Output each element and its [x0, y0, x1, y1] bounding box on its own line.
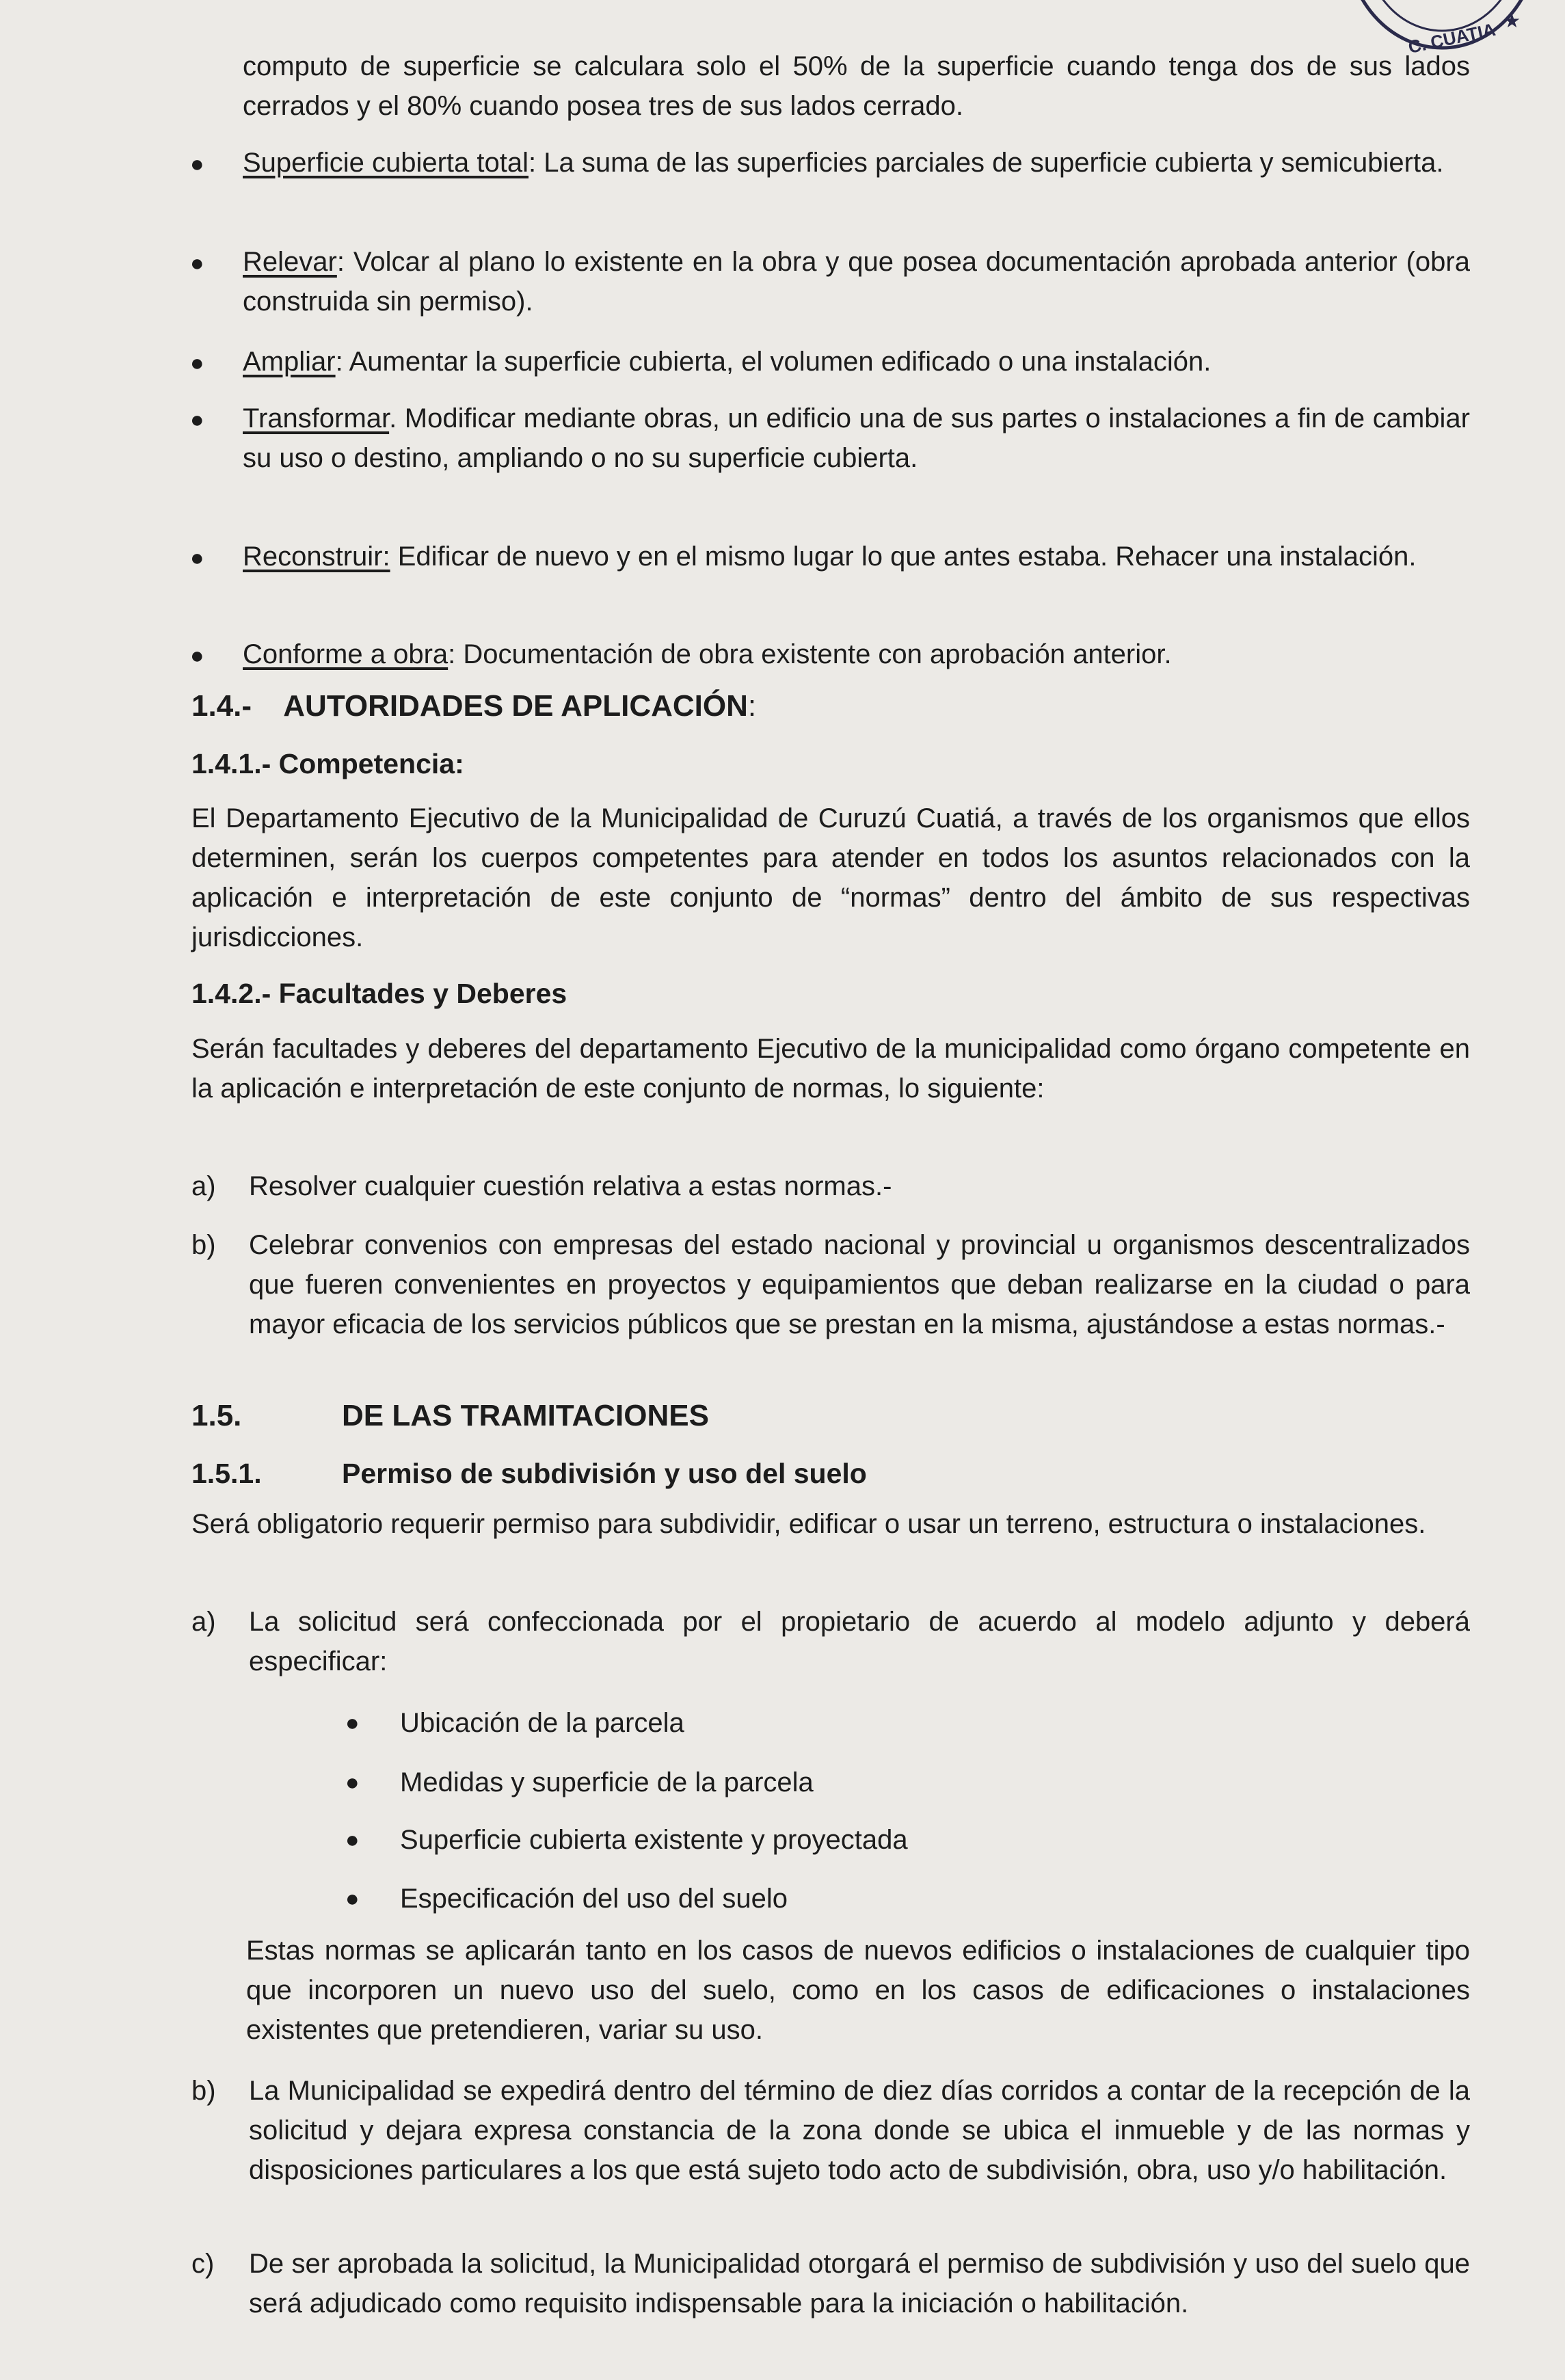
subsection-heading-1-4-1: 1.4.1.- Competencia: — [191, 748, 464, 779]
star-icon: ★ — [1503, 10, 1521, 32]
list-item: Medidas y superficie de la parcela — [400, 1767, 814, 1797]
uso-suelo-note: Estas normas se aplicarán tanto en los casos de nuevos edificios o instalaciones de cualquier tipo que incorporen un nuevo uso del suelo, como en los casos de edificaciones o instalaciones existentes que pretendieren, variar su uso. — [246, 1936, 1470, 2045]
list-item: Especificación del uso del suelo — [400, 1884, 788, 1914]
definition-item: Relevar: Volcar al plano lo existente en la obra y que posea documentación aprobada anterior (obra construida sin permiso). — [243, 247, 1470, 317]
bullet-icon: ● — [345, 1886, 360, 1912]
bullet-icon: ● — [190, 643, 204, 669]
list-item: Superficie cubierta existente y proyectada — [400, 1825, 908, 1855]
bullet-icon: ● — [345, 1827, 360, 1853]
definition-text: Documentación de obra existente con aprobación anterior. — [455, 639, 1172, 669]
intro-continuation: computo de superficie se calculara solo el 50% de la superficie cuando tenga dos de sus lados cerrados y el 80% cuando posea tres de sus lados cerrado. — [243, 51, 1470, 121]
definition-text: Aumentar la superficie cubierta, el volumen edificado o una instalación. — [343, 347, 1212, 377]
list-label: a) — [191, 1607, 216, 1637]
list-label: a) — [191, 1171, 216, 1201]
bullet-icon: ● — [345, 1710, 360, 1736]
facultades-paragraph: Serán facultades y deberes del departamento Ejecutivo de la municipalidad como órgano competente en la aplicación e interpretación de este conjunto de normas, lo siguiente: — [191, 1034, 1470, 1104]
definition-term: Relevar — [243, 247, 337, 277]
definition-item: Superficie cubierta total: La suma de las superficies parciales de superficie cubierta y semicubierta. — [243, 148, 1444, 178]
definition-item — [243, 537, 1470, 576]
permiso-item-b: La Municipalidad se expedirá dentro del término de diez días corridos a contar de la recepción de la solicitud y dejara expresa constancia de la zona donde se ubica el inmueble y de las normas y disposiciones particulares a los que está sujeto todo acto de subdivisión, obra, uso y/o habilitación. — [249, 2076, 1470, 2185]
facultades-item-a: Resolver cualquier cuestión relativa a estas normas.- — [249, 1171, 892, 1201]
definition-item: Conforme a obra: Documentación de obra existente con aprobación anterior. — [243, 639, 1172, 669]
definition-term: Conforme a obra — [243, 639, 449, 669]
stamp-text: C. CUATIA — [1406, 18, 1497, 57]
list-label: b) — [191, 1230, 216, 1260]
definition-item: Transformar. Modificar mediante obras, un edificio una de sus partes o instalaciones a fin de cambiar su uso o destino, ampliando o no su superficie cubierta. — [243, 403, 1470, 473]
section-heading-1-4: 1.4.- AUTORIDADES DE APLICACIÓN: — [191, 689, 757, 723]
definition-term: Reconstruir: — [243, 541, 390, 572]
bullet-icon: ● — [190, 545, 204, 571]
permiso-paragraph: Será obligatorio requerir permiso para subdividir, edificar o usar un terreno, estructura o instalaciones. — [191, 1509, 1426, 1539]
bullet-icon: ● — [190, 250, 204, 276]
definition-item: Ampliar: Aumentar la superficie cubierta, el volumen edificado o una instalación. — [243, 347, 1212, 377]
bullet-icon: ● — [190, 151, 204, 177]
definition-term: Superficie cubierta total — [243, 148, 529, 178]
bullet-icon: ● — [190, 350, 204, 376]
section-heading-1-5: 1.5. DE LAS TRAMITACIONES — [191, 1399, 709, 1432]
bullet-icon: ● — [345, 1769, 360, 1795]
permiso-item-a: La solicitud será confeccionada por el propietario de acuerdo al modelo adjunto y deberá especificar: — [249, 1607, 1470, 1676]
list-label: c) — [191, 2249, 215, 2279]
definition-text: La suma de las superficies parciales de superficie cubierta y semicubierta. — [536, 148, 1444, 178]
subsection-heading-1-4-2: 1.4.2.- Facultades y Deberes — [191, 978, 567, 1009]
definition-text: Edificar de nuevo y en el mismo lugar lo que antes estaba. Rehacer una instalación. — [390, 541, 1417, 572]
list-item: Ubicación de la parcela — [400, 1708, 684, 1738]
permiso-item-c: De ser aprobada la solicitud, la Municipalidad otorgará el permiso de subdivisión y uso del suelo que será adjudicado como requisito indispensable para la iniciación o habilitación. — [249, 2249, 1470, 2318]
definition-text: Modificar mediante obras, un edificio una de sus partes o instalaciones a fin de cambiar su uso o destino, ampliando o no su superficie cubierta. — [243, 403, 1470, 473]
facultades-item-b: Celebrar convenios con empresas del estado nacional y provincial u organismos descentralizados que fueren convenientes en proyectos y equipamientos que deban realizarse en la ciudad o para mayor eficacia de los servicios públicos que se prestan en la misma, ajustándose a estas normas.- — [249, 1230, 1470, 1339]
bullet-icon: ● — [190, 407, 204, 433]
definition-term: Ampliar — [243, 347, 336, 377]
competencia-paragraph: El Departamento Ejecutivo de la Municipalidad de Curuzú Cuatiá, a través de los organismos que ellos determinen, serán los cuerpos competentes para atender en todos los asuntos relacionados con la aplicación e interpretación de este conjunto de “normas” dentro del ámbito de sus respectivas jurisdicciones. — [191, 803, 1470, 952]
definition-text: Volcar al plano lo existente en la obra y que posea documentación aprobada anterior (obra construida sin permiso). — [243, 247, 1470, 317]
definition-term: Transformar — [243, 403, 390, 433]
subsection-heading-1-5-1: 1.5.1. Permiso de subdivisión y uso del suelo — [191, 1458, 867, 1489]
list-label: b) — [191, 2076, 216, 2106]
